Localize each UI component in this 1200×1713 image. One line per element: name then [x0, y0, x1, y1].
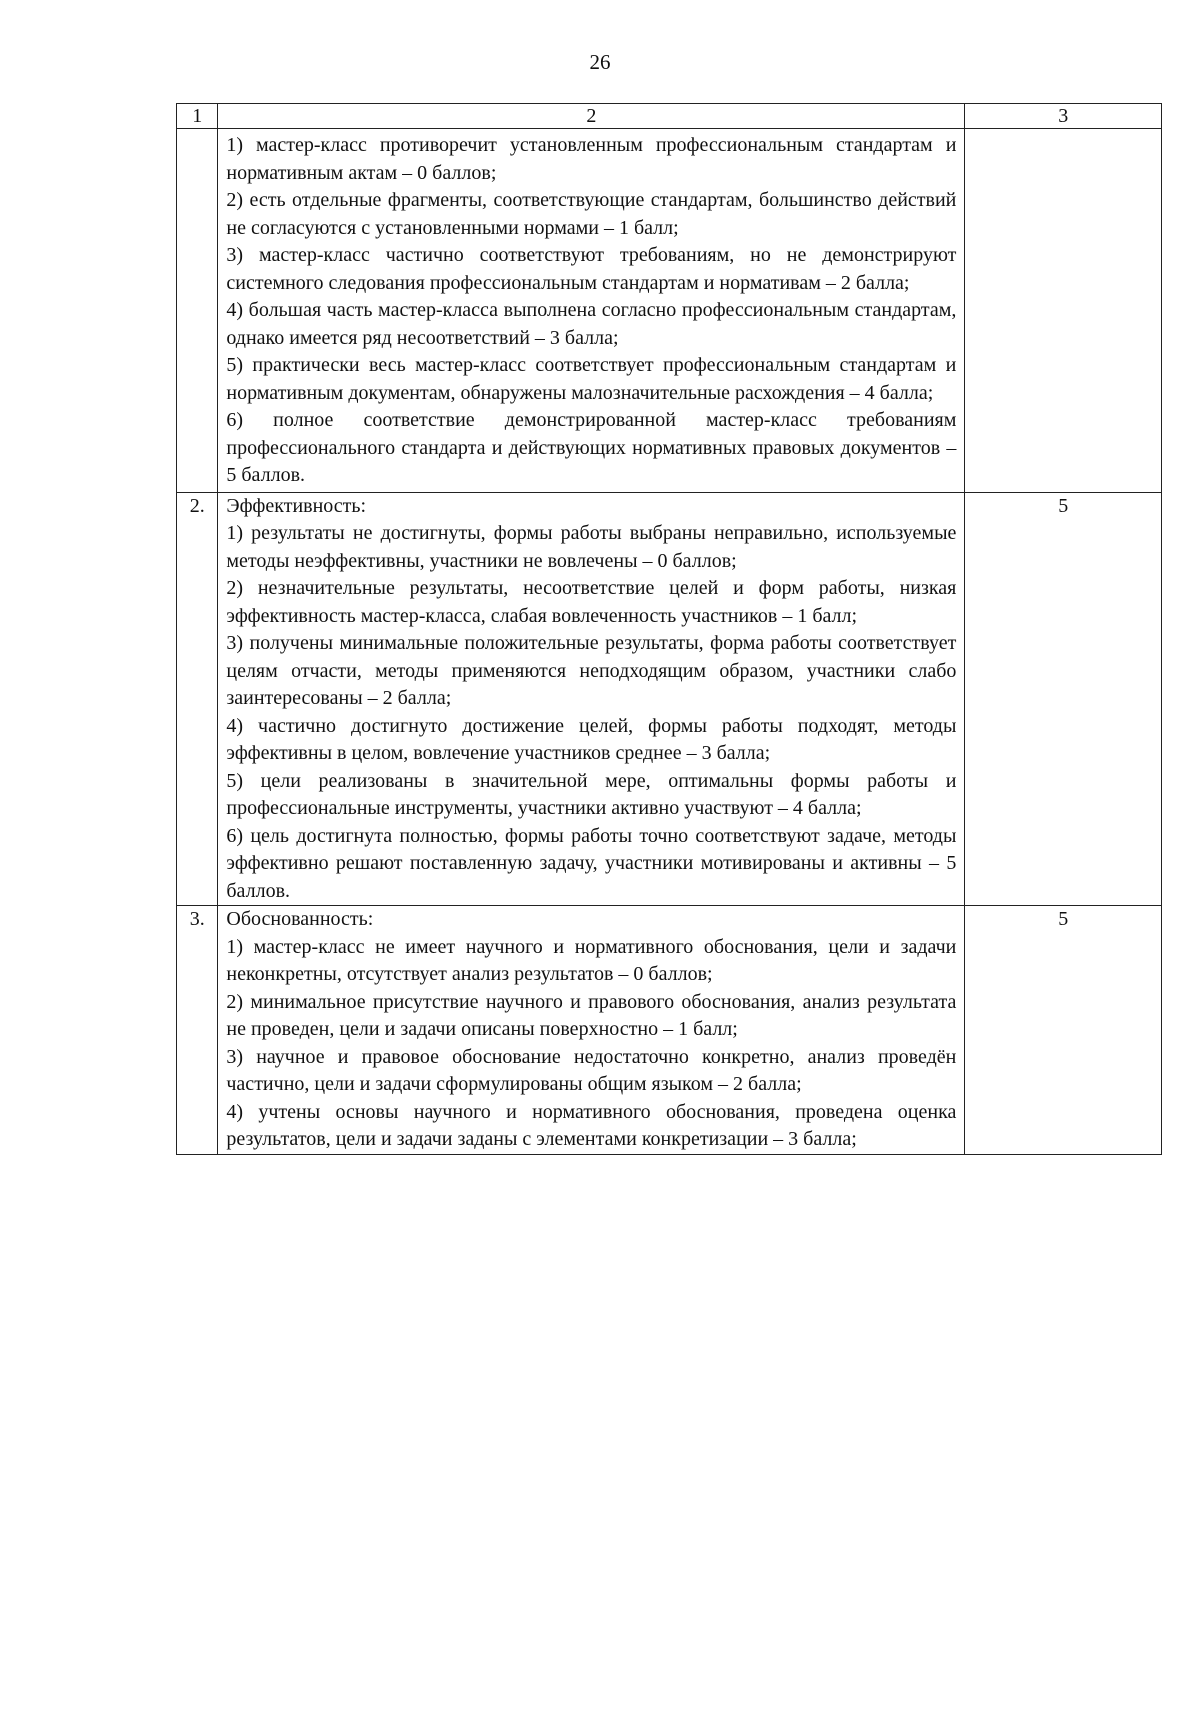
criterion-level-item: 6) цель достигнута полностью, формы работы точно соответствуют задаче, методы эффективно решают поставленную задачу, участники мотивированы и активны – 5 баллов. — [226, 824, 957, 902]
table-header-row — [177, 104, 1162, 129]
criterion-level-item: 2) минимальное присутствие научного и правового обоснования, анализ результата не проведен, цели и задачи описаны поверхностно – 1 балл; — [226, 990, 957, 1040]
criterion-level-item: 1) результаты не достигнуты, формы работы выбраны неправильно, используемые методы неэффективны, участники не вовлечены – 0 баллов; — [226, 522, 957, 572]
row-number: 2. — [177, 492, 218, 906]
row-number: 3. — [177, 906, 218, 1155]
criterion-level-item: 4) частично достигнуто достижение целей, формы работы подходят, методы эффективны в целом, вовлечение участников среднее – 3 балла; — [226, 714, 957, 764]
max-score: 5 — [965, 906, 1162, 1155]
header-col-2: 2 — [218, 104, 965, 129]
criterion-text-effectiveness — [218, 492, 965, 906]
max-score-empty — [965, 129, 1162, 493]
header-col-3: 3 — [965, 104, 1162, 129]
criterion-level-item: 5) цели реализованы в значительной мере, оптимальны формы работы и профессиональные инструменты, участники активно участвуют – 4 балла; — [226, 769, 957, 819]
criterion-level-item: 3) мастер-класс частично соответствуют требованиям, но не демонстрируют системного следования профессиональным стандартам и нормативам – 2 балла; — [226, 244, 957, 294]
criterion-level-item: 6) полное соответствие демонстрированной мастер-класс требованиям профессионального стандарта и действующих нормативных правовых документов – 5 баллов. — [226, 409, 957, 486]
criterion-title: Обоснованность: — [226, 908, 374, 930]
criterion-level-item: 3) получены минимальные положительные результаты, форма работы соответствует целям отчасти, методы применяются неподходящим образом, участники слабо заинтересованы – 2 балла; — [226, 632, 957, 709]
row-number-empty — [177, 129, 218, 493]
criterion-level-item: 1) мастер-класс противоречит установленным профессиональным стандартам и нормативным актам – 0 баллов; — [226, 134, 957, 184]
criterion-level-item: 5) практически весь мастер-класс соответствует профессиональным стандартам и нормативным документам, обнаружены малозначительные расхождения – 4 балла; — [226, 354, 957, 404]
table-row-effectiveness — [177, 492, 1162, 906]
criterion-level-item: 2) есть отдельные фрагменты, соответствующие стандартам, большинство действий не согласуются с установленными нормами – 1 балл; — [226, 189, 957, 239]
max-score: 5 — [965, 492, 1162, 906]
table-row-continuation — [177, 129, 1162, 493]
criteria-table — [176, 103, 1162, 1155]
criterion-text-validity — [218, 906, 965, 1155]
page-number: 26 — [589, 50, 611, 74]
criterion-text-continuation — [218, 129, 965, 493]
criterion-level-item: 4) большая часть мастер-класса выполнена согласно профессиональным стандартам, однако имеется ряд несоответствий – 3 балла; — [226, 299, 957, 349]
criterion-level-item: 3) научное и правовое обоснование недостаточно конкретно, анализ проведён частично, цели и задачи сформулированы общим языком – 2 балла; — [226, 1045, 957, 1095]
criterion-level-item: 2) незначительные результаты, несоответствие целей и форм работы, низкая эффективность мастер-класса, слабая вовлеченность участников – 1 балл; — [226, 577, 957, 627]
criterion-level-item: 4) учтены основы научного и нормативного обоснования, проведена оценка результатов, цели и задачи заданы с элементами конкретизации – 3 балла; — [226, 1100, 957, 1150]
header-col-1: 1 — [177, 104, 218, 129]
criterion-level-item: 1) мастер-класс не имеет научного и нормативного обоснования, цели и задачи неконкретны, отсутствует анализ результатов – 0 баллов; — [226, 935, 957, 985]
criterion-title: Эффективность: — [226, 494, 367, 517]
table-row-validity — [177, 906, 1162, 1155]
